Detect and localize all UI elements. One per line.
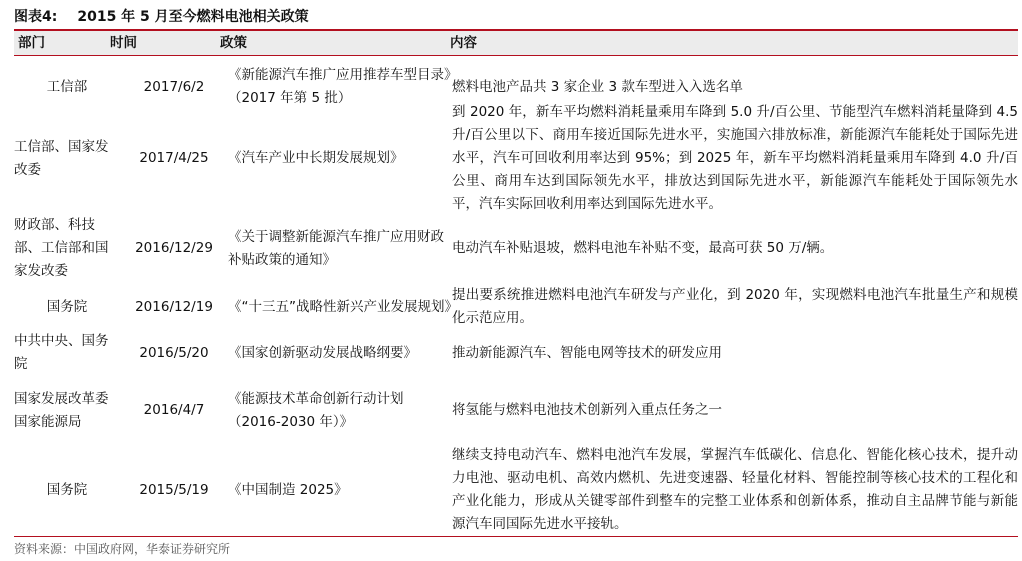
content-cell: 继续支持电动汽车、燃料电池汽车发展，掌握汽车低碳化、信息化、智能化核心技术，提升动力电池、驱动电机、高效内燃机、先进变速器、轻量化材料、智能控制等核心技术的工程化和产业化能力，形成从关键零部件到整车的完整工业体系和创新体系，推动自主品牌节能与新能源汽车同国际先进水平接轨。 bbox=[452, 447, 1018, 532]
header-policy: 政策 bbox=[220, 35, 247, 51]
content-cell: 将氢能与燃料电池技术创新列入重点任务之一 bbox=[452, 402, 722, 418]
time-cell: 2017/6/2 bbox=[143, 78, 205, 95]
policy-cell: 《新能源汽车推广应用推荐车型目录》（2017 年第 5 批） bbox=[228, 67, 451, 106]
policy-cell: 《关于调整新能源汽车推广应用财政补贴政策的通知》 bbox=[228, 228, 444, 268]
dept-cell: 工信部、国家发改委 bbox=[14, 138, 109, 178]
header-dept: 部门 bbox=[18, 35, 45, 51]
table-row bbox=[14, 330, 1018, 376]
bottom-rule bbox=[14, 536, 1018, 537]
policy-cell: 《国家创新驱动发展战略纲要》 bbox=[228, 344, 417, 361]
source-note: 资料来源：中国政府网，华泰证券研究所 bbox=[14, 542, 231, 556]
time-cell: 2016/5/20 bbox=[139, 344, 209, 361]
policy-cell: 《汽车产业中长期发展规划》 bbox=[228, 150, 404, 166]
table-header bbox=[14, 31, 1018, 55]
dept-cell: 工信部 bbox=[46, 78, 88, 95]
table-row bbox=[14, 101, 1018, 216]
time-cell: 2016/4/7 bbox=[143, 402, 205, 418]
content-cell: 提出要系统推进燃料电池汽车研发与产业化，到 2020 年，实现燃料电池汽车批量生产和规模化示范应用。 bbox=[452, 287, 1018, 326]
table-row bbox=[14, 376, 1018, 445]
dept-cell: 国家发展改革委 国家能源局 bbox=[14, 390, 109, 430]
policy-cell: 《“十三五”战略性新兴产业发展规划》 bbox=[228, 298, 458, 315]
time-cell: 2015/5/19 bbox=[139, 481, 209, 498]
dept-cell: 财政部、科技部、工信部和国家发改委 bbox=[14, 217, 109, 279]
dept-cell: 国务院 bbox=[46, 481, 88, 498]
policy-cell: 《能源技术革命创新行动计划（2016-2030 年）》 bbox=[228, 390, 404, 430]
time-cell: 2016/12/29 bbox=[135, 240, 213, 256]
figure-number: 图表4: bbox=[14, 9, 58, 25]
table-row bbox=[14, 284, 1018, 330]
figure-title-text: 2015 年 5 月至今燃料电池相关政策 bbox=[77, 9, 309, 25]
figure-title bbox=[14, 6, 1014, 28]
time-cell: 2017/4/25 bbox=[139, 150, 209, 166]
header-rule bbox=[14, 55, 1018, 56]
content-cell: 燃料电池产品共 3 家企业 3 款车型进入入选名单 bbox=[452, 78, 743, 95]
header-content: 内容 bbox=[450, 35, 477, 51]
header-time: 时间 bbox=[110, 35, 137, 51]
content-cell: 电动汽车补贴退坡，燃料电池车补贴不变，最高可获 50 万/辆。 bbox=[452, 240, 834, 256]
content-cell: 到 2020 年，新车平均燃料消耗量乘用车降到 5.0 升/百公里、节能型汽车燃料消耗量降到 4.5 升/百公里以下、商用车接近国际先进水平，实施国六排放标准，新能源汽车能耗处于国际先进水平，汽车可回收利用率达到 95%；到 2025 年，新车平均燃料消耗量乘用车降到 4.0 升/百公里、商用车达到国际领先水平，排放达到国际先进水平，新能源汽车能耗处于国际领先水平，汽车实际回收利用率达到国际先进水平。 bbox=[452, 104, 1018, 212]
policy-cell: 《中国制造 2025》 bbox=[228, 481, 348, 498]
time-cell: 2016/12/19 bbox=[135, 298, 213, 315]
dept-cell: 国务院 bbox=[46, 298, 88, 315]
content-cell: 推动新能源汽车、智能电网等技术的研发应用 bbox=[452, 344, 722, 361]
table-row bbox=[14, 444, 1018, 536]
dept-cell: 中共中央、国务院 bbox=[14, 333, 109, 372]
table-row bbox=[14, 214, 1018, 283]
